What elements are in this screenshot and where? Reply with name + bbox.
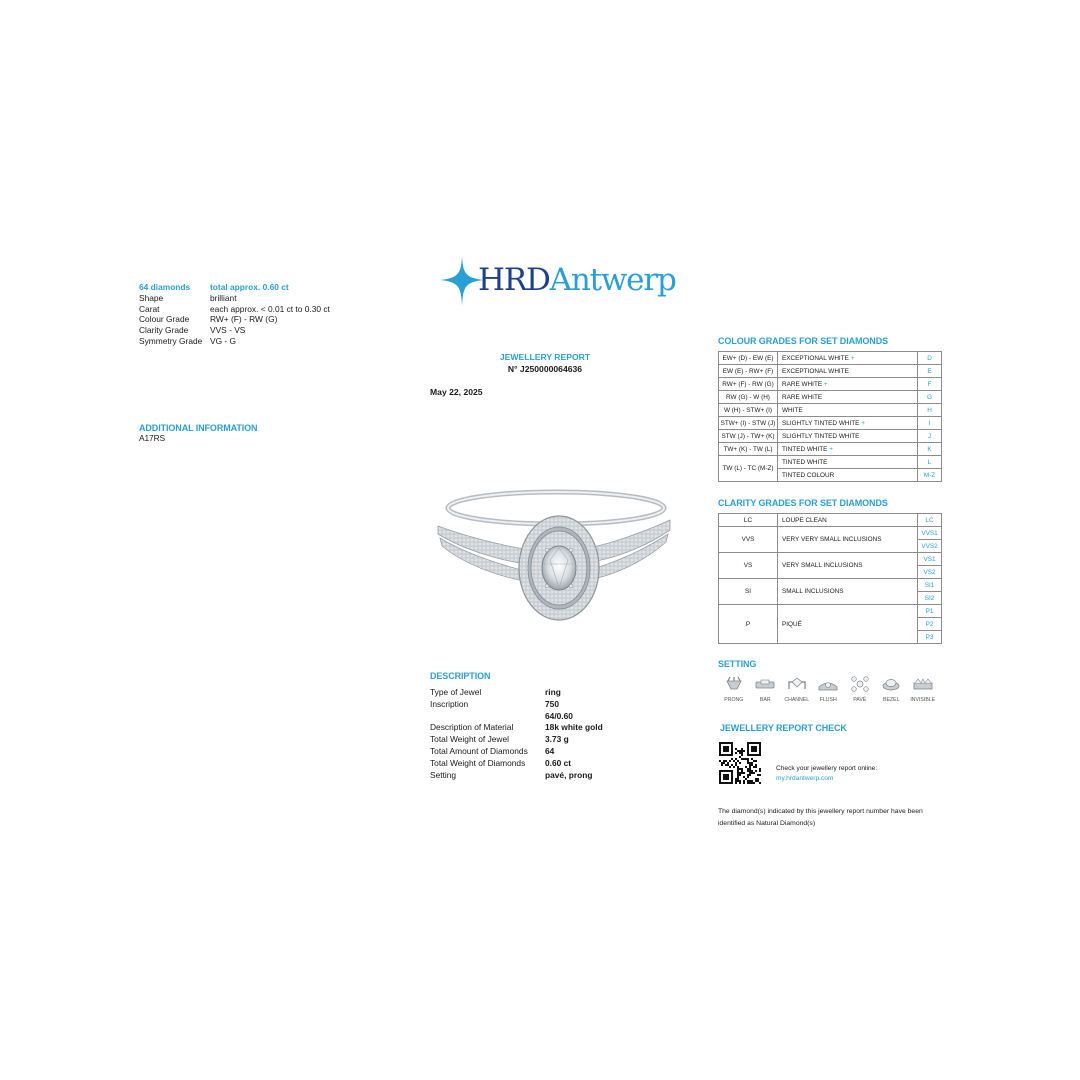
description-value: 64 <box>545 745 555 756</box>
diamond-specs <box>139 282 369 347</box>
report-check-text: Check your jewellery report online: <box>776 765 878 772</box>
clarity-description: PIQUÉ <box>778 605 918 644</box>
clarity-code: SI <box>719 579 778 605</box>
colour-code: W (H) - STW+ (I) <box>719 404 778 417</box>
setting-icons <box>718 673 939 703</box>
pave-setting-icon <box>849 673 871 695</box>
clarity-grades-title: CLARITY GRADES FOR SET DIAMONDS <box>718 498 888 508</box>
spec-label: Colour Grade <box>139 314 190 325</box>
colour-description <box>778 365 918 378</box>
spec-row <box>139 304 369 315</box>
colour-description <box>778 417 918 430</box>
additional-info-title: ADDITIONAL INFORMATION <box>139 423 258 433</box>
setting-label: PRONG <box>724 697 744 703</box>
colour-description-text: TINTED COLOUR <box>782 471 835 479</box>
clarity-description: VERY SMALL INCLUSIONS <box>778 553 918 579</box>
colour-description <box>778 469 918 482</box>
colour-description <box>778 456 918 469</box>
colour-description <box>778 430 918 443</box>
clarity-code: VVS <box>719 527 778 553</box>
clarity-subgrade: LC <box>918 514 942 527</box>
description-label: Total Amount of Diamonds <box>430 745 528 756</box>
colour-plus: + <box>850 354 855 362</box>
description-value: 18k white gold <box>545 722 603 733</box>
colour-grades-title: COLOUR GRADES FOR SET DIAMONDS <box>718 336 889 346</box>
ring-image <box>434 478 672 636</box>
description-row <box>430 687 670 699</box>
colour-plus: + <box>861 419 865 427</box>
clarity-description: SMALL INCLUSIONS <box>778 579 918 605</box>
spec-row <box>139 325 369 336</box>
colour-plus: + <box>823 380 828 388</box>
description-value: pavé, prong <box>545 769 593 780</box>
colour-letter: G <box>918 391 942 404</box>
colour-plus: + <box>829 445 833 453</box>
hrd-antwerp-logo <box>440 256 676 306</box>
description-row <box>430 770 670 782</box>
setting-item <box>876 673 908 703</box>
spec-label: Symmetry Grade <box>139 335 203 346</box>
colour-description-text: TINTED WHITE <box>782 458 828 466</box>
colour-letter: J <box>918 430 942 443</box>
colour-description-text: TINTED WHITE <box>782 445 828 453</box>
logo-part1: HRD <box>478 262 550 298</box>
colour-letter: D <box>918 352 942 365</box>
colour-letter: H <box>918 404 942 417</box>
colour-code: RW (G) - W (H) <box>719 391 778 404</box>
setting-item <box>718 673 750 703</box>
colour-description-text: RARE WHITE <box>782 393 823 401</box>
spec-label: Carat <box>139 303 160 314</box>
clarity-grade-row <box>719 527 942 540</box>
clarity-description: LOUPE CLEAN <box>778 514 918 527</box>
clarity-subgrade: VVS1 <box>918 527 942 540</box>
specs-total: total approx. 0.60 ct <box>210 282 289 292</box>
qr-code-icon <box>719 742 761 784</box>
setting-item <box>813 673 845 703</box>
clarity-grade-row <box>719 579 942 592</box>
colour-description <box>778 352 918 365</box>
description-label: Total Weight of Diamonds <box>430 757 526 768</box>
colour-grade-row <box>719 417 942 430</box>
colour-code: TW+ (K) - TW (L) <box>719 443 778 456</box>
setting-item <box>781 673 813 703</box>
colour-code: EW (E) - RW+ (F) <box>719 365 778 378</box>
note-line-1: The diamond(s) indicated by this jewellery report number have been <box>718 808 923 815</box>
clarity-grade-row <box>719 514 942 527</box>
description-value: ring <box>545 687 561 697</box>
additional-information <box>139 423 257 444</box>
clarity-subgrade: VS1 <box>918 553 942 566</box>
colour-grade-row <box>719 365 942 378</box>
spec-value: brilliant <box>210 292 237 303</box>
description-value: 750 64/0.60 <box>545 698 573 721</box>
description-section <box>430 671 670 781</box>
description-row <box>430 746 670 758</box>
colour-grade-row <box>719 391 942 404</box>
colour-letter: L <box>918 456 942 469</box>
additional-info-value: A17RS <box>139 433 166 443</box>
description-label: Description of Material <box>430 722 514 733</box>
report-check-text-block <box>776 764 877 784</box>
clarity-grade-row <box>719 553 942 566</box>
clarity-subgrade: P2 <box>918 618 942 631</box>
colour-code: TW (L) - TC (M-Z) <box>719 456 778 482</box>
spec-row <box>139 314 369 325</box>
colour-code: EW+ (D) - EW (E) <box>719 352 778 365</box>
colour-code: RW+ (F) - RW (G) <box>719 378 778 391</box>
logo-part2: Antwerp <box>549 262 676 298</box>
setting-label: PAVÉ <box>853 697 867 703</box>
report-number: N° J250000064636 <box>507 364 583 374</box>
description-label: Inscription <box>430 698 469 709</box>
description-row <box>430 734 670 746</box>
setting-title: SETTING <box>718 659 757 669</box>
report-title: JEWELLERY REPORT <box>499 352 591 362</box>
description-value: 3.73 g <box>545 734 569 745</box>
spec-value: each approx. < 0.01 ct to 0.30 ct <box>210 303 330 314</box>
setting-item <box>907 673 939 703</box>
spec-label: Clarity Grade <box>139 325 189 336</box>
colour-description <box>778 391 918 404</box>
description-label: Total Weight of Jewel <box>430 734 509 745</box>
colour-description-text: SLIGHTLY TINTED WHITE <box>782 419 860 427</box>
clarity-subgrade: SI1 <box>918 579 942 592</box>
note-line-2: identified as Natural Diamond(s) <box>718 819 816 827</box>
colour-description-text: SLIGHTLY TINTED WHITE <box>782 432 860 440</box>
specs-count: 64 diamonds <box>139 282 191 292</box>
colour-description <box>778 404 918 417</box>
colour-letter: K <box>918 443 942 456</box>
flush-setting-icon <box>817 673 839 695</box>
colour-code: STW+ (I) - STW (J) <box>719 417 778 430</box>
setting-label: BAR <box>759 697 771 703</box>
colour-grade-row <box>719 443 942 456</box>
colour-letter: E <box>918 365 942 378</box>
clarity-grade-row <box>719 605 942 618</box>
colour-grade-row <box>719 404 942 417</box>
spec-row <box>139 293 369 304</box>
description-title: DESCRIPTION <box>430 671 491 681</box>
clarity-code: P <box>719 605 778 644</box>
colour-description <box>778 378 918 391</box>
colour-letter: M-Z <box>918 469 942 482</box>
clarity-code: VS <box>719 553 778 579</box>
colour-description-text: EXCEPTIONAL WHITE <box>782 367 849 375</box>
setting-label: CHANNEL <box>784 697 810 703</box>
channel-setting-icon <box>786 673 808 695</box>
prong-setting-icon <box>723 673 745 695</box>
bar-setting-icon <box>754 673 776 695</box>
colour-letter: I <box>918 417 942 430</box>
description-row <box>430 699 670 723</box>
clarity-grades-table <box>718 513 942 644</box>
setting-label: FLUSH <box>819 697 837 703</box>
colour-description-text: WHITE <box>782 406 803 414</box>
colour-grade-row <box>719 456 942 469</box>
colour-grade-row <box>719 378 942 391</box>
spec-value: VG - G <box>210 335 237 346</box>
spec-row <box>139 336 369 347</box>
colour-description <box>778 443 918 456</box>
clarity-code: LC <box>719 514 778 527</box>
bezel-setting-icon <box>880 673 902 695</box>
colour-code: STW (J) - TW+ (K) <box>719 430 778 443</box>
colour-letter: F <box>918 378 942 391</box>
setting-label: BEZEL <box>883 697 900 703</box>
colour-grade-row <box>719 352 942 365</box>
report-check-link[interactable]: my.hrdantwerp.com <box>776 775 834 782</box>
setting-item <box>750 673 782 703</box>
description-label: Setting <box>430 769 457 780</box>
description-row <box>430 722 670 734</box>
clarity-subgrade: SI2 <box>918 592 942 605</box>
description-row <box>430 758 670 770</box>
report-date: May 22, 2025 <box>430 387 483 397</box>
description-label: Type of Jewel <box>430 687 482 697</box>
setting-label: INVISIBLE <box>910 697 936 703</box>
clarity-subgrade: VS2 <box>918 566 942 579</box>
spec-label: Shape <box>139 292 164 303</box>
logo-wordmark <box>478 262 676 298</box>
clarity-description: VERY VERY SMALL INCLUSIONS <box>778 527 918 553</box>
colour-grades-table <box>718 351 942 482</box>
spec-value: RW+ (F) - RW (G) <box>210 314 278 325</box>
clarity-subgrade: VVS2 <box>918 540 942 553</box>
colour-grades-section <box>718 336 942 482</box>
description-value: 0.60 ct <box>545 757 572 768</box>
setting-item <box>844 673 876 703</box>
colour-description-text: RARE WHITE <box>782 380 823 388</box>
colour-description-text: EXCEPTIONAL WHITE <box>782 354 849 362</box>
clarity-subgrade: P3 <box>918 631 942 644</box>
invisible-setting-icon <box>912 673 934 695</box>
clarity-subgrade: P1 <box>918 605 942 618</box>
spec-value: VVS - VS <box>210 325 246 336</box>
natural-diamond-note <box>718 806 923 829</box>
clarity-grades-section <box>718 498 942 644</box>
report-check-title: JEWELLERY REPORT CHECK <box>720 723 847 733</box>
colour-grade-row <box>719 430 942 443</box>
